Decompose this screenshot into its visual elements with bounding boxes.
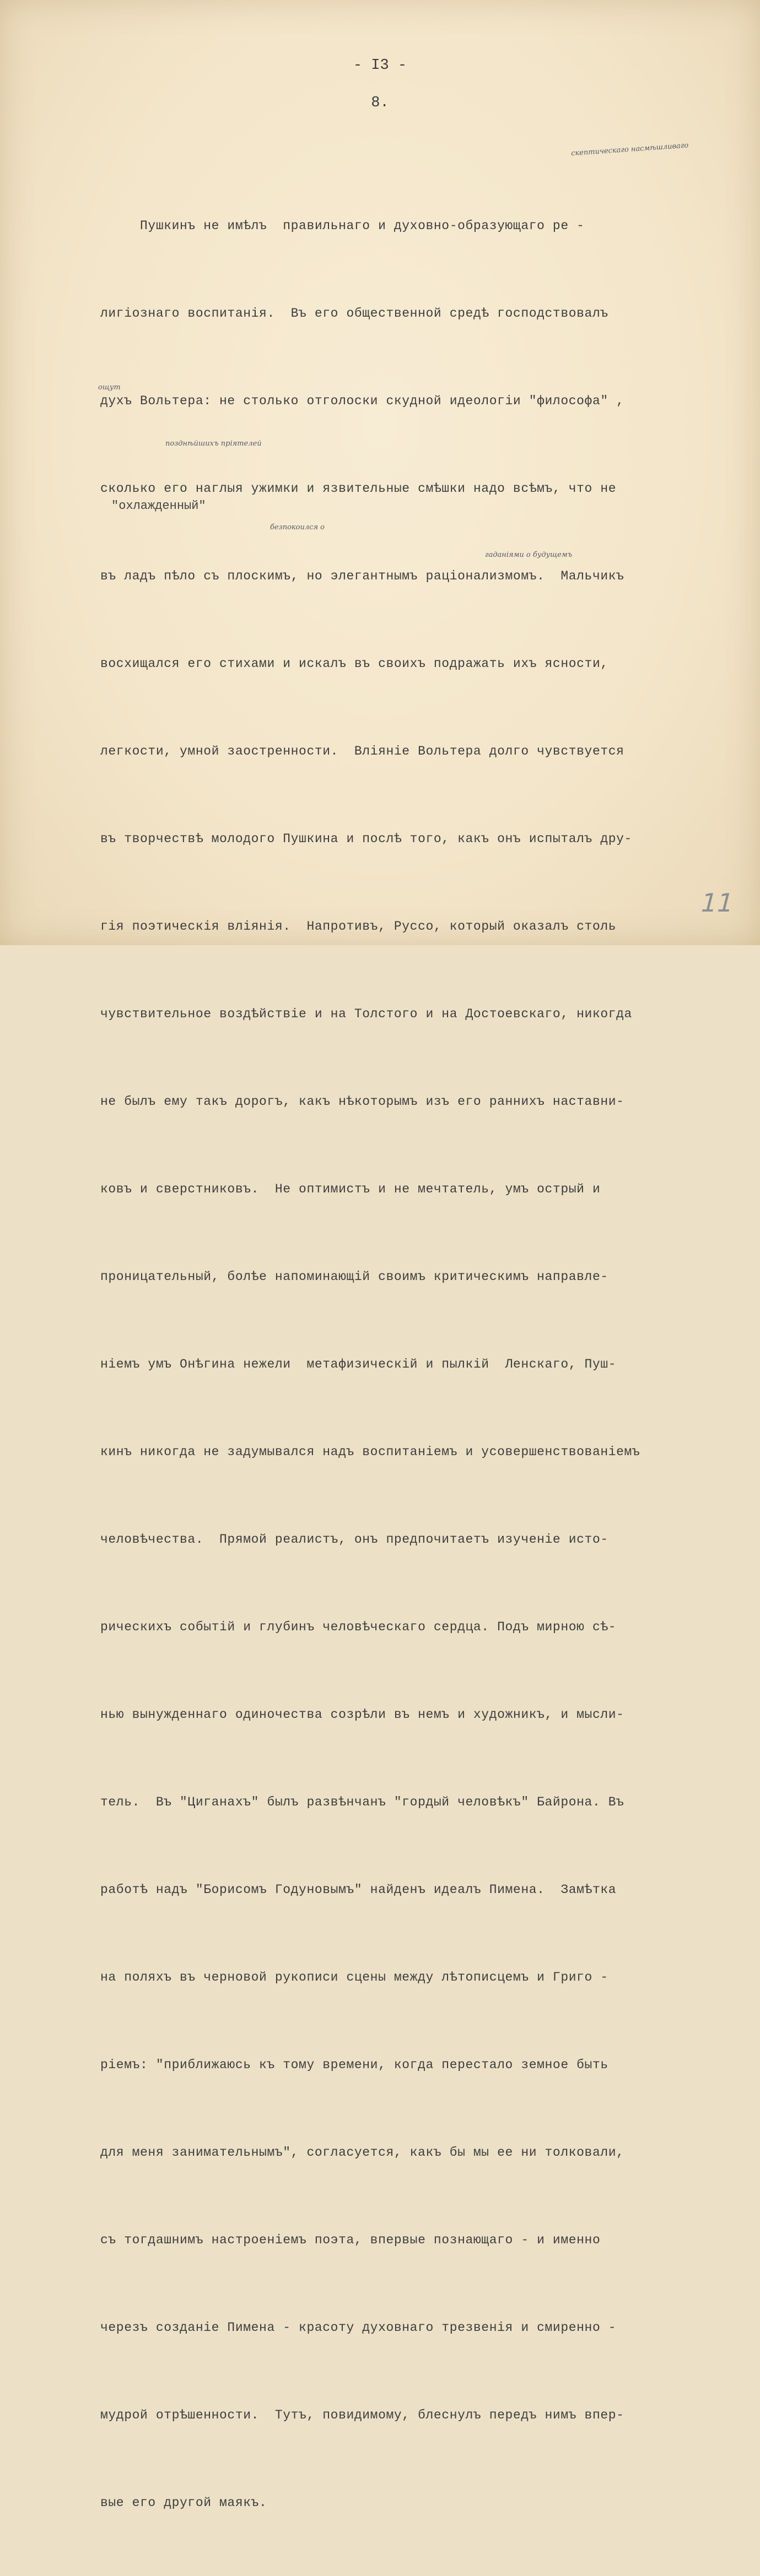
text-line: чувствительное воздѣйствiе и на Толстого и на Достоевскаго, никогда — [100, 1007, 632, 1021]
text-line: гiя поэтическiя влiянiя. Напротивъ, Руссо, который оказалъ столь — [100, 919, 617, 934]
text-line: лигiознаго воспитанiя. Въ его общественной средѣ господствовалъ — [100, 306, 608, 321]
page-number: - I3 - — [353, 57, 407, 74]
handwritten-note-philosopher: скептическаго насмѣшливаго — [570, 141, 689, 158]
text-line: рiемъ: "приближаюсь къ тому времени, когда перестало земное быть — [100, 2058, 608, 2072]
text-line: на поляхъ въ черновой рукописи сцены между лѣтописцемъ и Григо - — [100, 1970, 608, 1984]
text-line: въ творчествѣ молодого Пушкина и послѣ того, какъ онъ испыталъ дру- — [100, 832, 632, 846]
text-line: проницательный, болѣе напоминающiй своимъ критическимъ направле- — [100, 1270, 608, 1284]
handwritten-note-sensitive: ощут — [98, 383, 121, 392]
handwritten-note-peers: позднѣйшихъ пріятелей — [165, 440, 262, 448]
text-line: въ ладъ пѣло съ плоскимъ, но элегантнымъ рацiонализмомъ. Мальчикъ — [100, 569, 624, 583]
handwritten-note-future: гаданiями о будущемъ — [485, 551, 573, 559]
text-line: вые его другой маякъ. — [100, 2496, 267, 2510]
text-line: человѣчества. Прямой реалистъ, онъ предпочитаетъ изученiе исто- — [100, 1532, 608, 1547]
text-line: мудрой отрѣшенности. Тутъ, повидимому, блеснулъ передъ нимъ впер- — [100, 2408, 624, 2422]
text-line: не былъ ему такъ дорогъ, какъ нѣкоторымъ изъ его раннихъ наставни- — [100, 1094, 624, 1109]
text-line: легкости, умной заостренности. Влiянiе Вольтера долго чувствуется — [100, 744, 624, 758]
handwritten-note-concerned: безпокоился о — [270, 523, 325, 532]
text-line: рическихъ событiй и глубинъ человѣческаго сердца. Подъ мирною сѣ- — [100, 1620, 617, 1634]
text-line: тель. Въ "Циганахъ" былъ развѣнчанъ "гордый человѣкъ" Байрона. Въ — [100, 1795, 624, 1809]
text-line: черезъ созданiе Пимена - красоту духовнаго трезвенiя и смиренно - — [100, 2320, 617, 2335]
text-line: духъ Вольтера: не столько отголоски скудной идеологiи "философа" , — [100, 394, 624, 408]
text-line: работѣ надъ "Борисомъ Годуновымъ" найденъ идеалъ Пимена. Замѣтка — [100, 1883, 617, 1897]
text-line: съ тогдашнимъ настроенiемъ поэта, впервые познающаго - и именно — [100, 2233, 601, 2247]
text-line: ковъ и сверстниковъ. Не оптимистъ и не мечтатель, умъ острый и — [100, 1182, 601, 1196]
section-number: 8. — [371, 95, 389, 111]
text-line: нiемъ умъ Онѣгина нежели метафизическiй и пылкiй Ленскаго, Пуш- — [100, 1357, 617, 1371]
text-line: для меня занимательнымъ", согласуется, какъ бы мы ее ни толковали, — [100, 2145, 624, 2160]
text-line: Пушкинъ не имѣлъ правильнаго и духовно-образующаго ре - — [100, 219, 585, 233]
typed-insertion-cooled: "охлажденный" — [111, 499, 206, 513]
text-line: нью вынужденнаго одиночества созрѣли въ немъ и художникъ, и мысли- — [100, 1707, 624, 1722]
typewritten-body — [100, 153, 718, 2576]
folio-number: 11 — [697, 888, 737, 918]
text-line: кинъ никогда не задумывался надъ воспитанiемъ и усовершенствованiемъ — [100, 1445, 640, 1459]
text-line: сколько его наглыя ужимки и язвительные смѣшки надо всѣмъ, что не — [100, 481, 617, 496]
text-line: восхищался его стихами и искалъ въ своихъ подражать ихъ ясности, — [100, 657, 608, 671]
